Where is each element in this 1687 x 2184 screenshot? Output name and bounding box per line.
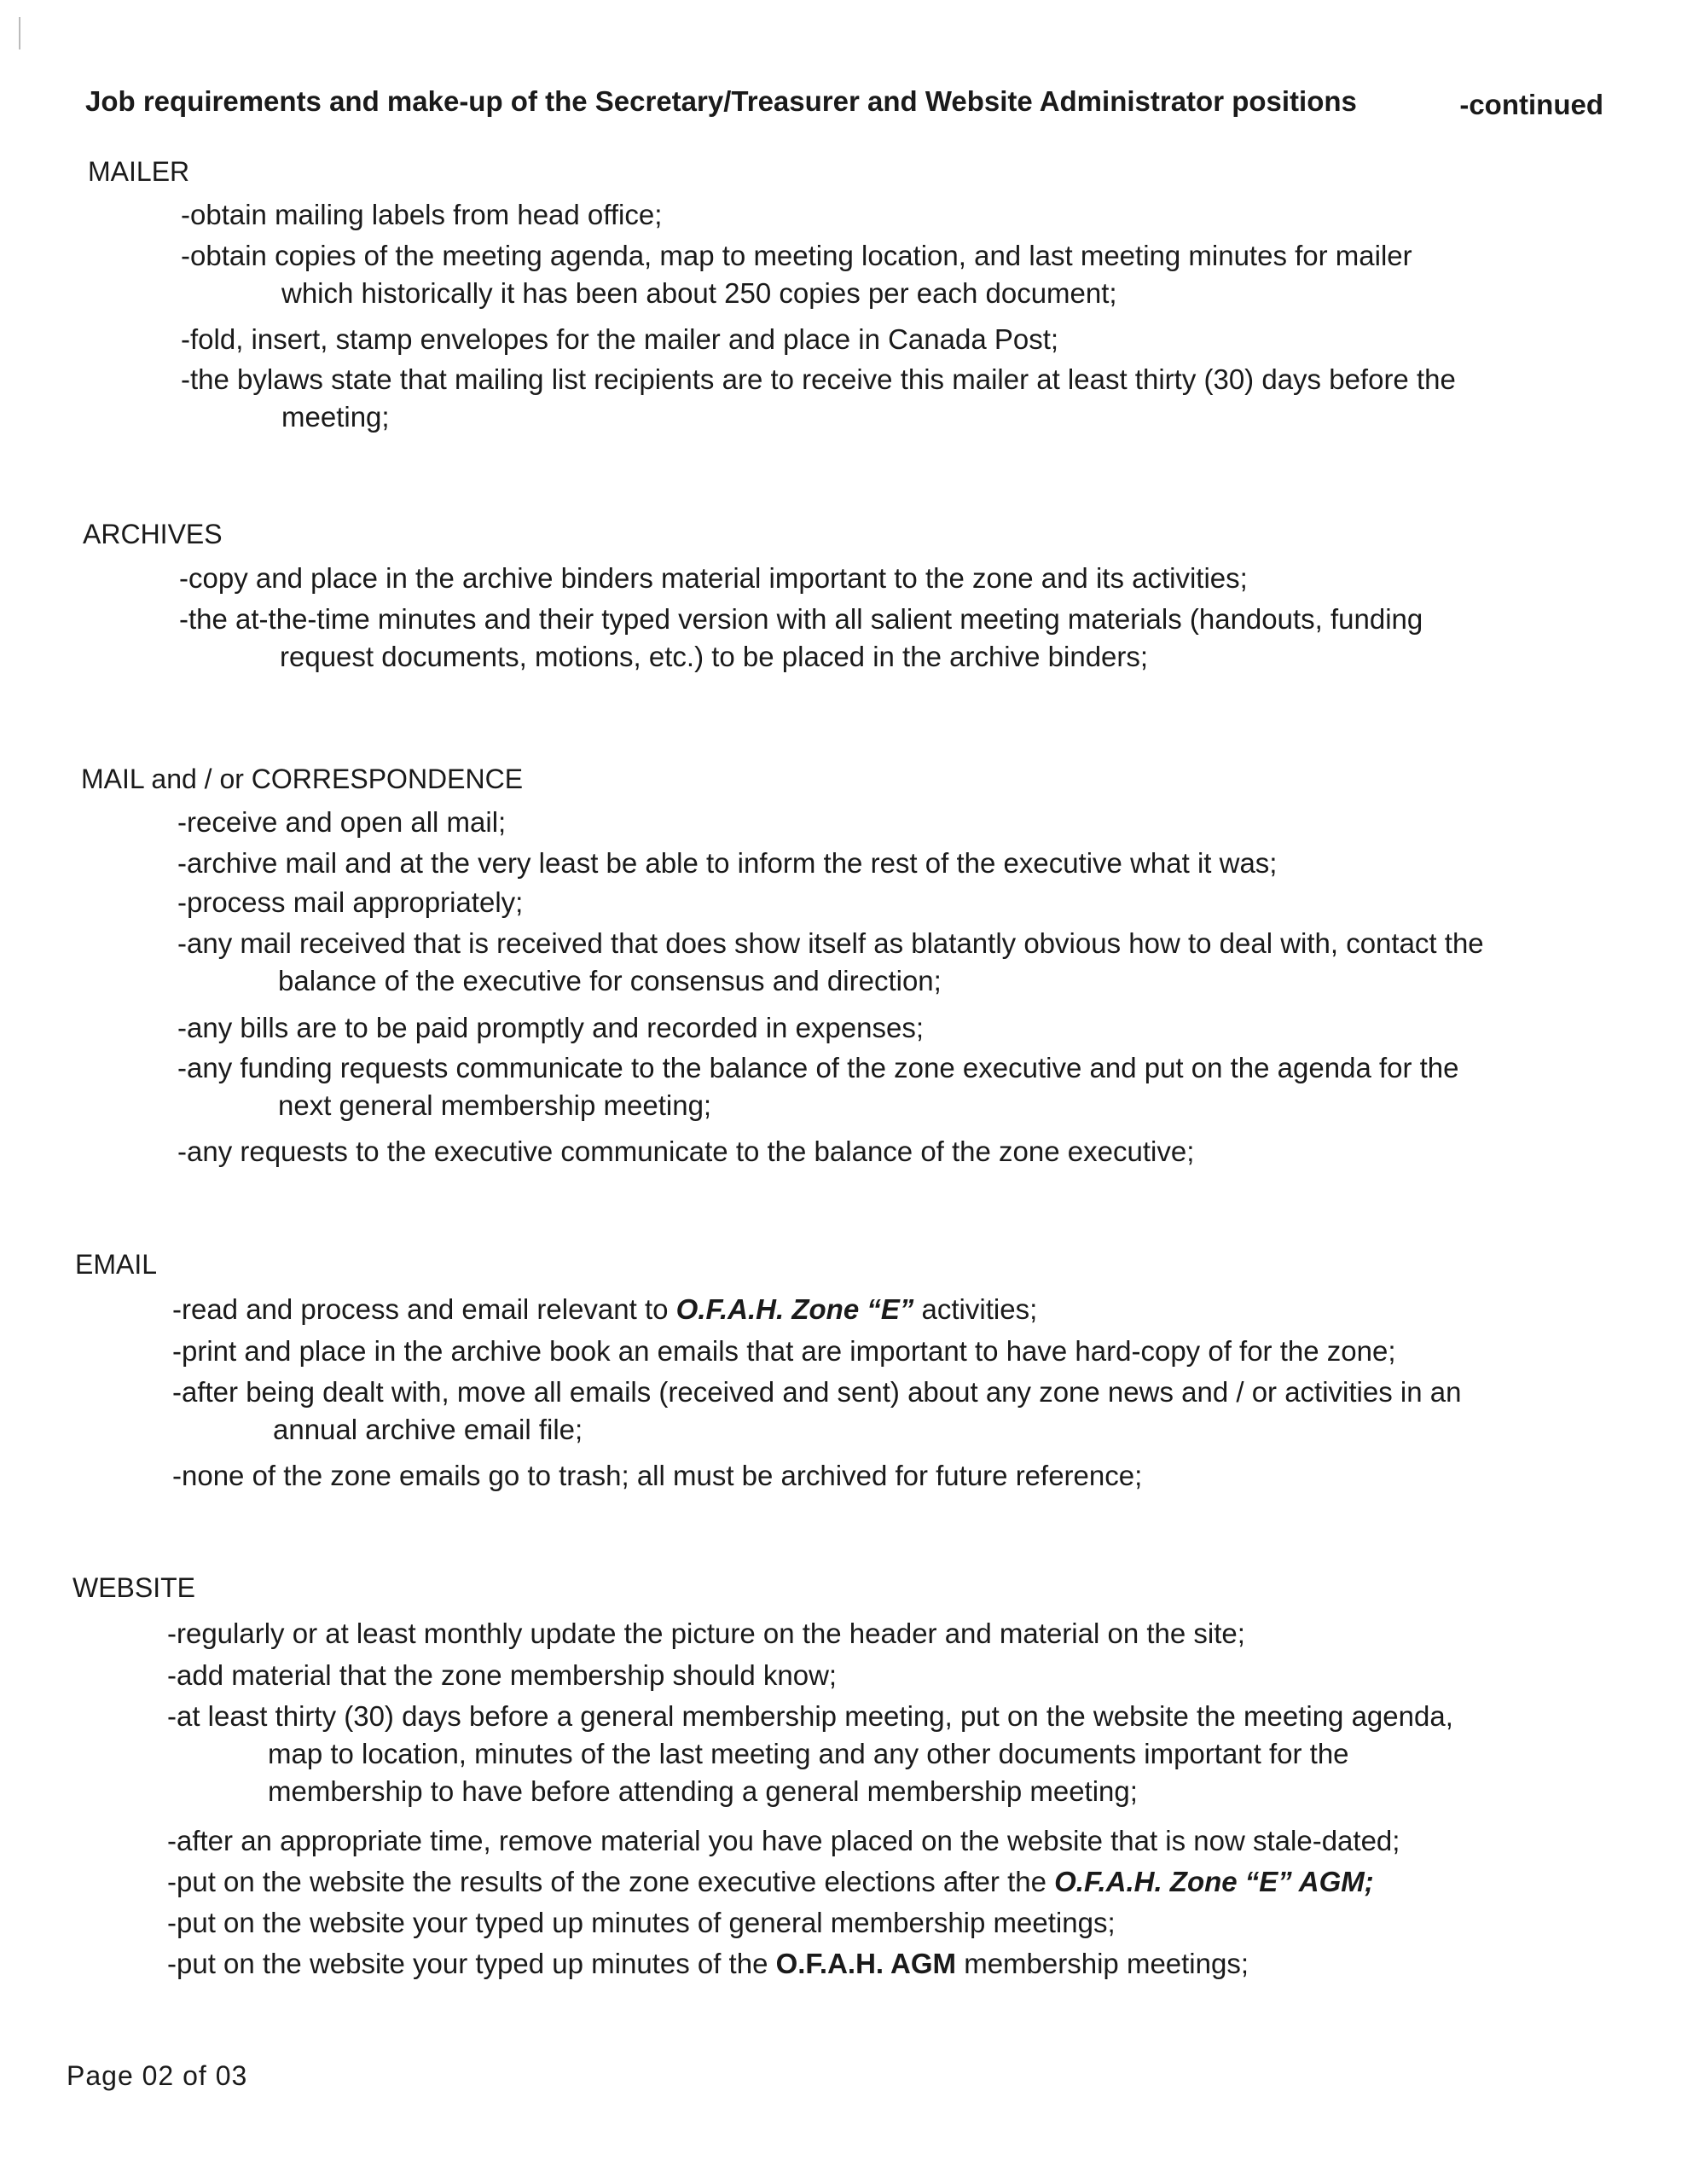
page-number: Page 02 of 03 xyxy=(67,2060,248,2091)
scan-mark xyxy=(19,17,20,49)
list-item: -any requests to the executive communicate to the balance of the zone executive; xyxy=(177,1136,1195,1167)
list-item: -put on the website the results of the zone executive elections after the O.F.A.H. Zone “E” AGM; xyxy=(167,1866,1374,1897)
list-item: -print and place in the archive book an emails that are important to have hard-copy of for the zone; xyxy=(172,1335,1396,1367)
section-title: MAILER xyxy=(88,156,190,187)
list-item: -the at-the-time minutes and their typed version with all salient meeting materials (handouts, funding request documents, motions, etc.) to be placed in the archive binders; xyxy=(179,603,1423,672)
list-item: -after being dealt with, move all emails (received and sent) about any zone news and / or activities in an annual archive email file; xyxy=(172,1376,1462,1445)
list-item: -obtain copies of the meeting agenda, map to meeting location, and last meeting minutes for mailer which historically it has been about 250 copies per each document; xyxy=(181,240,1412,309)
section-title: MAIL and / or CORRESPONDENCE xyxy=(81,764,524,794)
list-item: -obtain mailing labels from head office; xyxy=(181,199,663,230)
list-item: -any funding requests communicate to the balance of the zone executive and put on the agenda for the next general membership meeting; xyxy=(177,1052,1459,1121)
page-title: Job requirements and make-up of the Secretary/Treasurer and Website Administrator positions xyxy=(85,85,1357,117)
section-title: WEBSITE xyxy=(72,1572,196,1603)
list-item: -none of the zone emails go to trash; all must be archived for future reference; xyxy=(172,1460,1143,1491)
section-title: ARCHIVES xyxy=(83,519,223,549)
list-item: -read and process and email relevant to O.F.A.H. Zone “E” activities; xyxy=(172,1293,1038,1325)
section-title: EMAIL xyxy=(75,1249,158,1280)
list-item: -any bills are to be paid promptly and recorded in expenses; xyxy=(177,1012,924,1043)
list-item: -any mail received that is received that does show itself as blatantly obvious how to deal with, contact the balance of the executive for consensus and direction; xyxy=(177,927,1484,996)
continued-label: -continued xyxy=(1459,89,1603,120)
list-item: -archive mail and at the very least be able to inform the rest of the executive what it was; xyxy=(177,847,1278,879)
list-item: -the bylaws state that mailing list recipients are to receive this mailer at least thirty (30) days before the meeting; xyxy=(181,363,1456,433)
list-item: -copy and place in the archive binders material important to the zone and its activities; xyxy=(179,562,1248,594)
list-item: -put on the website your typed up minutes of the O.F.A.H. AGM membership meetings; xyxy=(167,1948,1249,1979)
list-item: -fold, insert, stamp envelopes for the mailer and place in Canada Post; xyxy=(181,323,1059,355)
list-item: -receive and open all mail; xyxy=(177,806,507,838)
list-item: -at least thirty (30) days before a general membership meeting, put on the website the meeting agenda, map to location, minutes of the last meeting and any other documents important for the membership to have before attending a general membership meeting; xyxy=(167,1700,1453,1807)
list-item: -put on the website your typed up minutes of general membership meetings; xyxy=(167,1907,1116,1938)
list-item: -process mail appropriately; xyxy=(177,886,524,918)
list-item: -add material that the zone membership should know; xyxy=(167,1659,838,1691)
list-item: -after an appropriate time, remove material you have placed on the website that is now stale-dated; xyxy=(167,1825,1400,1856)
list-item: -regularly or at least monthly update the picture on the header and material on the site; xyxy=(167,1618,1245,1649)
